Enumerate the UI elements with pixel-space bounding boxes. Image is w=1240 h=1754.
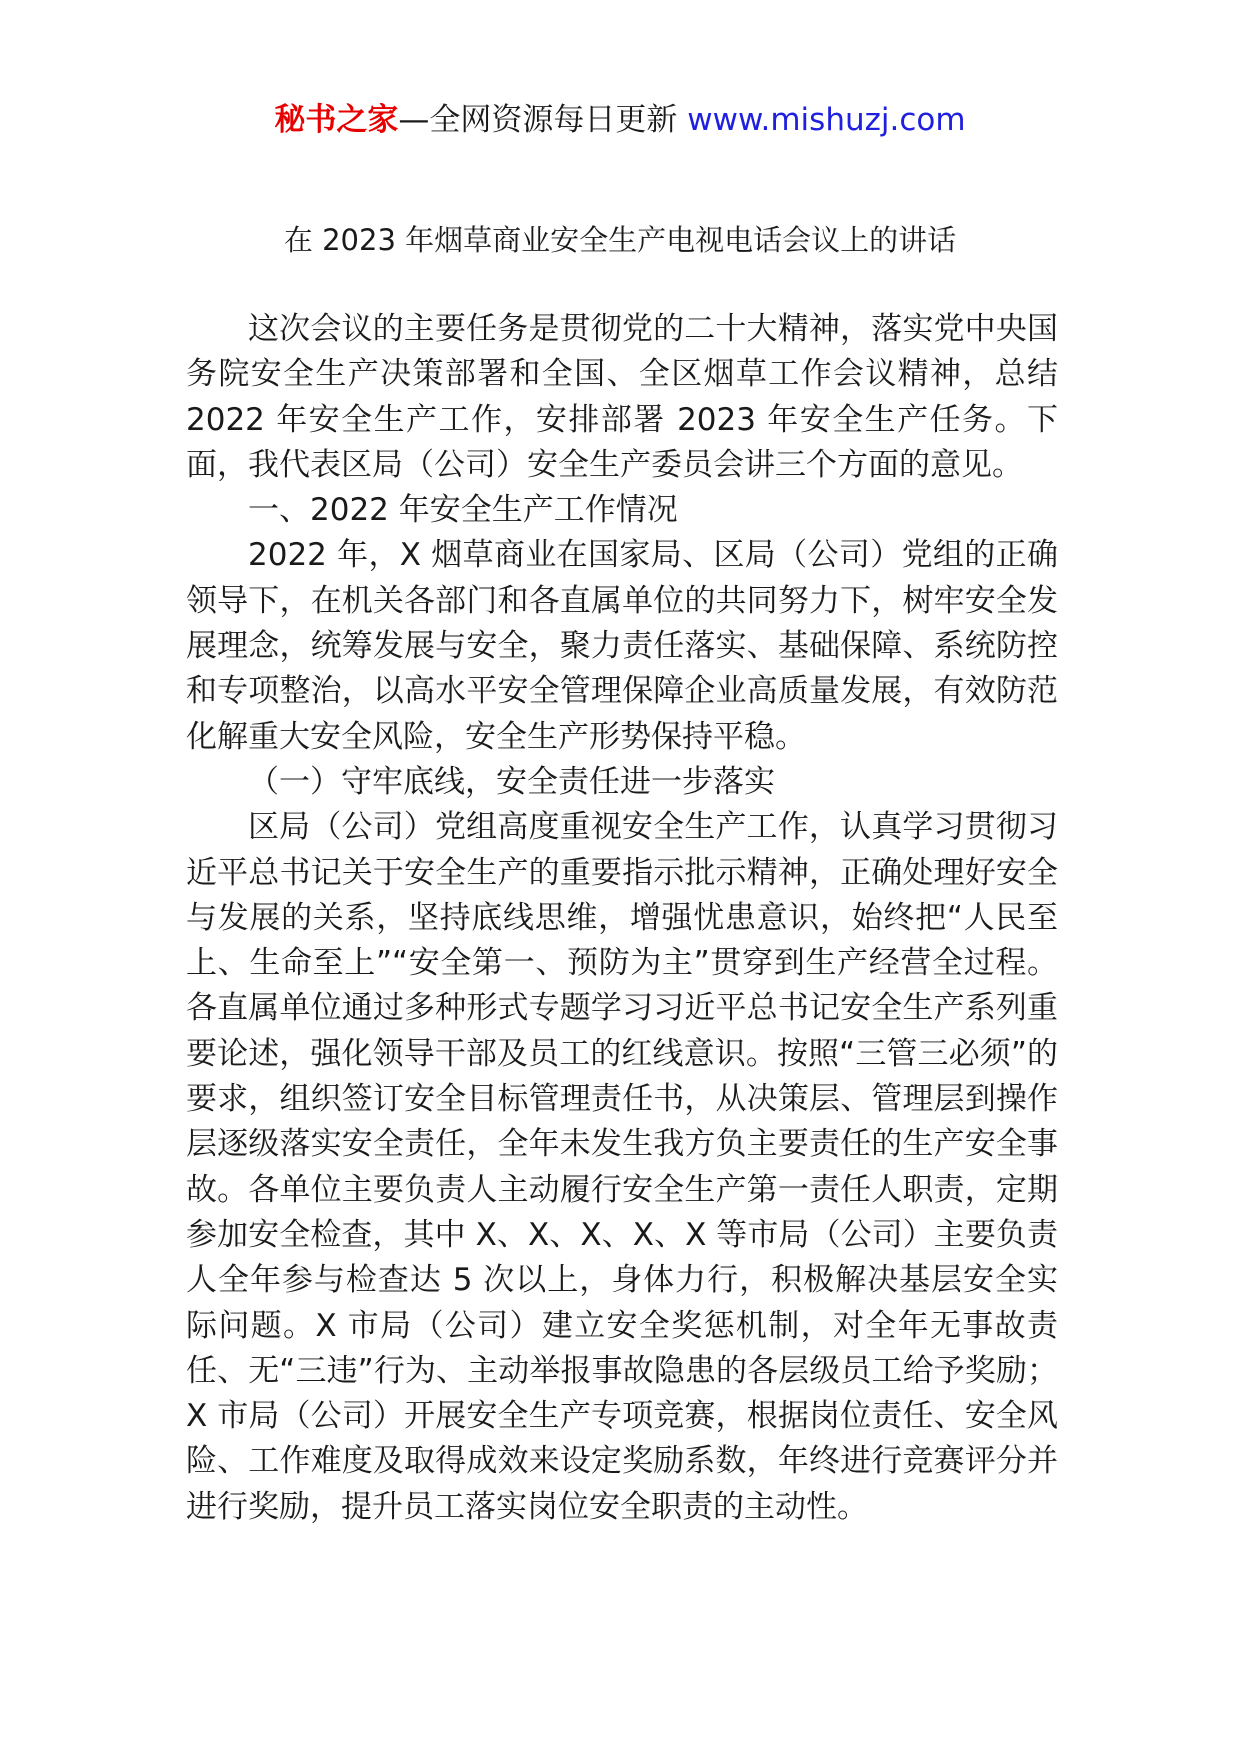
site-url-link[interactable]: www.mishuzj.com <box>687 102 966 138</box>
paragraph-intro: 这次会议的主要任务是贯彻党的二十大精神，落实党中央国务院安全生产决策部署和全国、全区烟草工作会议精神，总结 2022 年安全生产工作，安排部署 2023 年安全生产任务。下面，我代表区局（公司）安全生产委员会讲三个方面的意见。 <box>186 311 1058 483</box>
site-brand-name: 秘书之家 <box>274 102 399 138</box>
paragraph-2022-summary: 2022 年，X 烟草商业在国家局、区局（公司）党组的正确领导下，在机关各部门和各直属单位的共同努力下，树牢安全发展理念，统筹发展与安全，聚力责任落实、基础保障、系统防控和专项整治，以高水平安全管理保障企业高质量发展，有效防范化解重大安全风险，安全生产形势保持平稳。 <box>186 537 1058 755</box>
section-heading-1: 一、2022 年安全生产工作情况 <box>248 492 678 529</box>
document-title: 在 2023 年烟草商业安全生产电视电话会议上的讲话 <box>283 223 957 257</box>
paragraph-safety-responsibility: 区局（公司）党组高度重视安全生产工作，认真学习贯彻习近平总书记关于安全生产的重要指示批示精神，正确处理好安全与发展的关系，坚持底线思维，增强忧患意识，始终把“人民至上、生命至上”“安全第一、预防为主”贯穿到生产经营全过程。各直属单位通过多种形式专题学习习近平总书记安全生产系列重要论述，强化领导干部及员工的红线意识。按照“三管三必须”的要求，组织签订安全目标管理责任书，从决策层、管理层到操作层逐级落实安全责任，全年未发生我方负主要责任的生产安全事故。各单位主要负责人主动履行安全生产第一责任人职责，定期参加安全检查，其中 X、X、X、X、X 等市局（公司）主要负责人全年参与检查达 5 次以上，身体力行，积极解决基层安全实际问题。X 市局（公司）建立安全奖惩机制，对全年无事故责任、无“三违”行为、主动举报事故隐患的各层级员工给予奖励；X 市局（公司）开展安全生产专项竞赛，根据岗位责任、安全风险、工作难度及取得成效来设定奖励系数，年终进行竞赛评分并进行奖励，提升员工落实岗位安全职责的主动性。 <box>186 809 1058 1525</box>
document-body <box>186 307 1058 1530</box>
subsection-heading-1: （一）守牢底线，安全责任进一步落实 <box>248 763 775 800</box>
site-header-banner <box>0 98 1240 142</box>
site-tagline: —全网资源每日更新 <box>398 102 688 138</box>
